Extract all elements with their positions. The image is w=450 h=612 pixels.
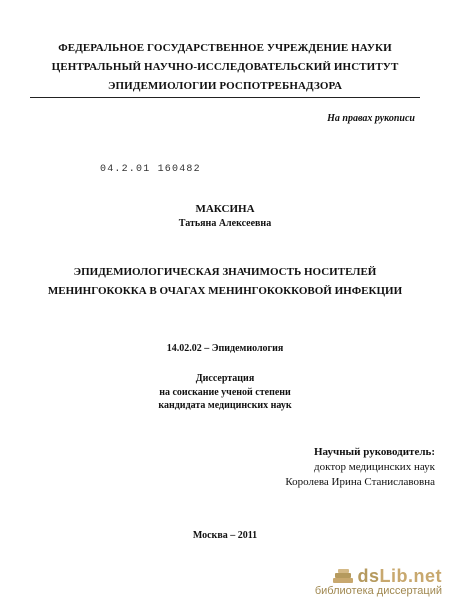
header-divider <box>30 97 420 98</box>
author-name: Татьяна Алексеевна <box>178 218 272 229</box>
watermark-brand-rest: Lib.net <box>379 566 442 586</box>
city-year: Москва – 2011 <box>192 530 258 541</box>
registration-code: 04.2.01 160482 <box>100 164 201 175</box>
dissertation-title-line-1: ЭПИДЕМИОЛОГИЧЕСКАЯ ЗНАЧИМОСТЬ НОСИТЕЛЕЙ <box>73 266 377 278</box>
degree-purpose: на соискание ученой степени <box>159 387 291 398</box>
supervisor-degree: доктор медицинских наук <box>314 461 435 473</box>
watermark-subtitle: библиотека диссертаций <box>314 585 442 597</box>
supervisor-name: Королева Ирина Станиславовна <box>285 476 435 488</box>
dslib-watermark[interactable] <box>315 566 442 597</box>
manuscript-rights-note: На правах рукописи <box>327 113 415 124</box>
book-stack-icon <box>332 569 354 585</box>
author-surname: МАКСИНА <box>195 203 255 215</box>
supervisor-label: Научный руководитель: <box>314 446 435 458</box>
dissertation-title-line-2: МЕНИНГОКОККА В ОЧАГАХ МЕНИНГОКОККОВОЙ ИНФЕКЦИИ <box>47 285 403 297</box>
institution-line-2: ЦЕНТРАЛЬНЫЙ НАУЧНО-ИССЛЕДОВАТЕЛЬСКИЙ ИНСТИТУТ <box>51 61 399 73</box>
dissertation-label: Диссертация <box>195 373 255 384</box>
watermark-brand-prefix: ds <box>357 566 380 586</box>
specialty: 14.02.02 – Эпидемиология <box>166 343 284 354</box>
degree-name: кандидата медицинских наук <box>158 400 292 411</box>
institution-line-1: ФЕДЕРАЛЬНОЕ ГОСУДАРСТВЕННОЕ УЧРЕЖДЕНИЕ НАУКИ <box>58 42 392 54</box>
institution-line-3: ЭПИДЕМИОЛОГИИ РОСПОТРЕБНАДЗОРА <box>107 80 343 92</box>
